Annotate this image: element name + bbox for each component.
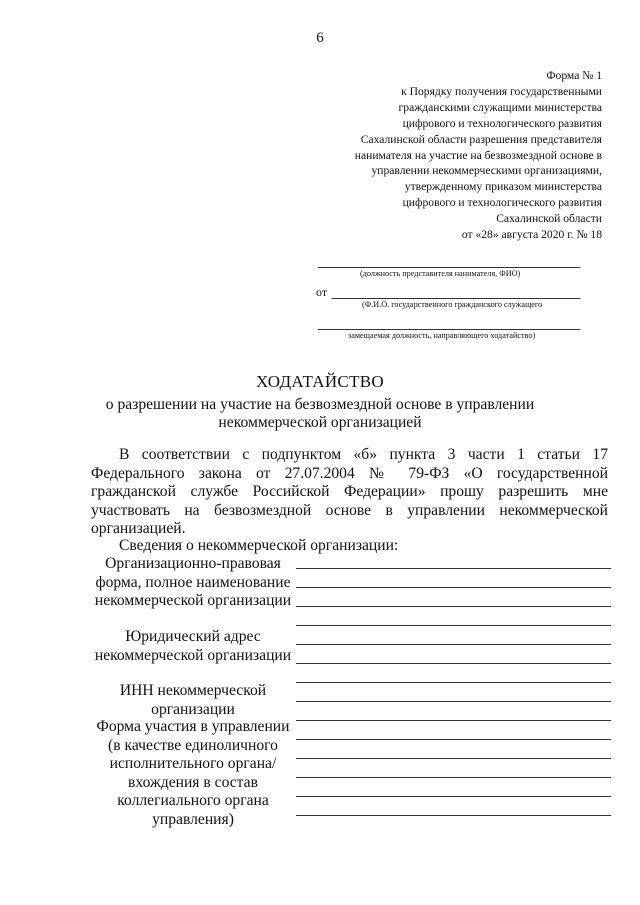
form-header-block — [355, 68, 602, 243]
fill-line[interactable] — [296, 815, 611, 816]
employer-caption: (должность представителя нанимателя, ФИО) — [360, 269, 521, 278]
label-line: (в качестве единоличного — [108, 736, 278, 754]
fill-line[interactable] — [296, 606, 611, 607]
header-line: цифрового и технологического развития — [402, 116, 602, 130]
fill-line[interactable] — [296, 796, 611, 797]
participation-form-label — [88, 718, 298, 830]
header-line: цифрового и технологического развития — [402, 196, 602, 210]
fill-line[interactable] — [296, 739, 611, 740]
employee-caption: (Ф.И.О. государственного гражданского служащего — [362, 300, 543, 309]
request-paragraph — [91, 446, 608, 539]
label-line: Организационно-правовая — [105, 555, 281, 572]
header-line: утвержденному приказом министерства — [404, 180, 602, 194]
label-line: форма, полное наименование — [95, 573, 291, 591]
fill-line[interactable] — [296, 644, 611, 645]
employer-line[interactable] — [318, 267, 580, 268]
document-subtitle-line: некоммерческой организацией — [218, 414, 422, 431]
fill-line[interactable] — [296, 663, 611, 664]
header-line: Сахалинской области — [496, 212, 602, 226]
legal-address-label — [88, 628, 298, 665]
label-line: Форма участия в управлении — [96, 718, 290, 735]
fill-line[interactable] — [296, 720, 611, 721]
header-line: к Порядку получения государственными — [401, 84, 602, 98]
fill-line[interactable] — [296, 758, 611, 759]
label-line: вхождения в состав — [128, 773, 258, 791]
position-line[interactable] — [318, 329, 580, 330]
label-line: организации — [151, 700, 235, 718]
label-line: Юридический адрес — [125, 628, 261, 645]
fill-line[interactable] — [296, 587, 611, 588]
page-number: 6 — [316, 30, 324, 46]
header-line: от «28» августа 2020 г. № 18 — [461, 228, 602, 242]
fill-line[interactable] — [296, 568, 611, 569]
inn-label — [88, 682, 298, 719]
position-caption: замещаемая должность, направляющего ходатайство) — [348, 331, 536, 340]
employee-name-line[interactable] — [332, 298, 580, 299]
label-line: некоммерческой организации — [94, 646, 292, 664]
fill-line[interactable] — [296, 625, 611, 626]
section-title: Сведения о некоммерческой организации: — [119, 537, 399, 554]
fill-line[interactable] — [296, 777, 611, 778]
fill-line[interactable] — [296, 701, 611, 702]
label-line: коллегиального органа — [117, 792, 269, 810]
legal-form-label — [88, 555, 298, 611]
header-line: управлении некоммерческими организациями, — [371, 164, 602, 178]
label-line: некоммерческой организации — [94, 592, 292, 610]
header-line: Сахалинской области разрешения представителя — [360, 132, 602, 146]
fill-line[interactable] — [296, 682, 611, 683]
header-line: нанимателя на участие на безвозмездной основе в — [354, 148, 602, 162]
from-label: от — [316, 285, 328, 299]
document-subtitle-line: о разрешении на участие на безвозмездной основе в управлении — [105, 396, 535, 413]
document-title: ХОДАТАЙСТВО — [256, 372, 384, 391]
header-line: гражданскими служащими министерства — [398, 100, 602, 114]
request-text: В соответствии с подпунктом «б» пункта 3 части 1 статьи 17 Федерального закона от 27.07.2004 № 79-ФЗ «О государственной гражданской службе Российской Федерации» прошу разрешить мне участвовать на безвозмездной основе в управлении некоммерческой организацией. — [91, 446, 608, 538]
label-line: ИНН некоммерческой — [119, 682, 267, 699]
label-line: исполнительного органа/ — [109, 755, 277, 773]
header-line: Форма № 1 — [546, 69, 602, 82]
label-line: управления) — [152, 810, 234, 828]
